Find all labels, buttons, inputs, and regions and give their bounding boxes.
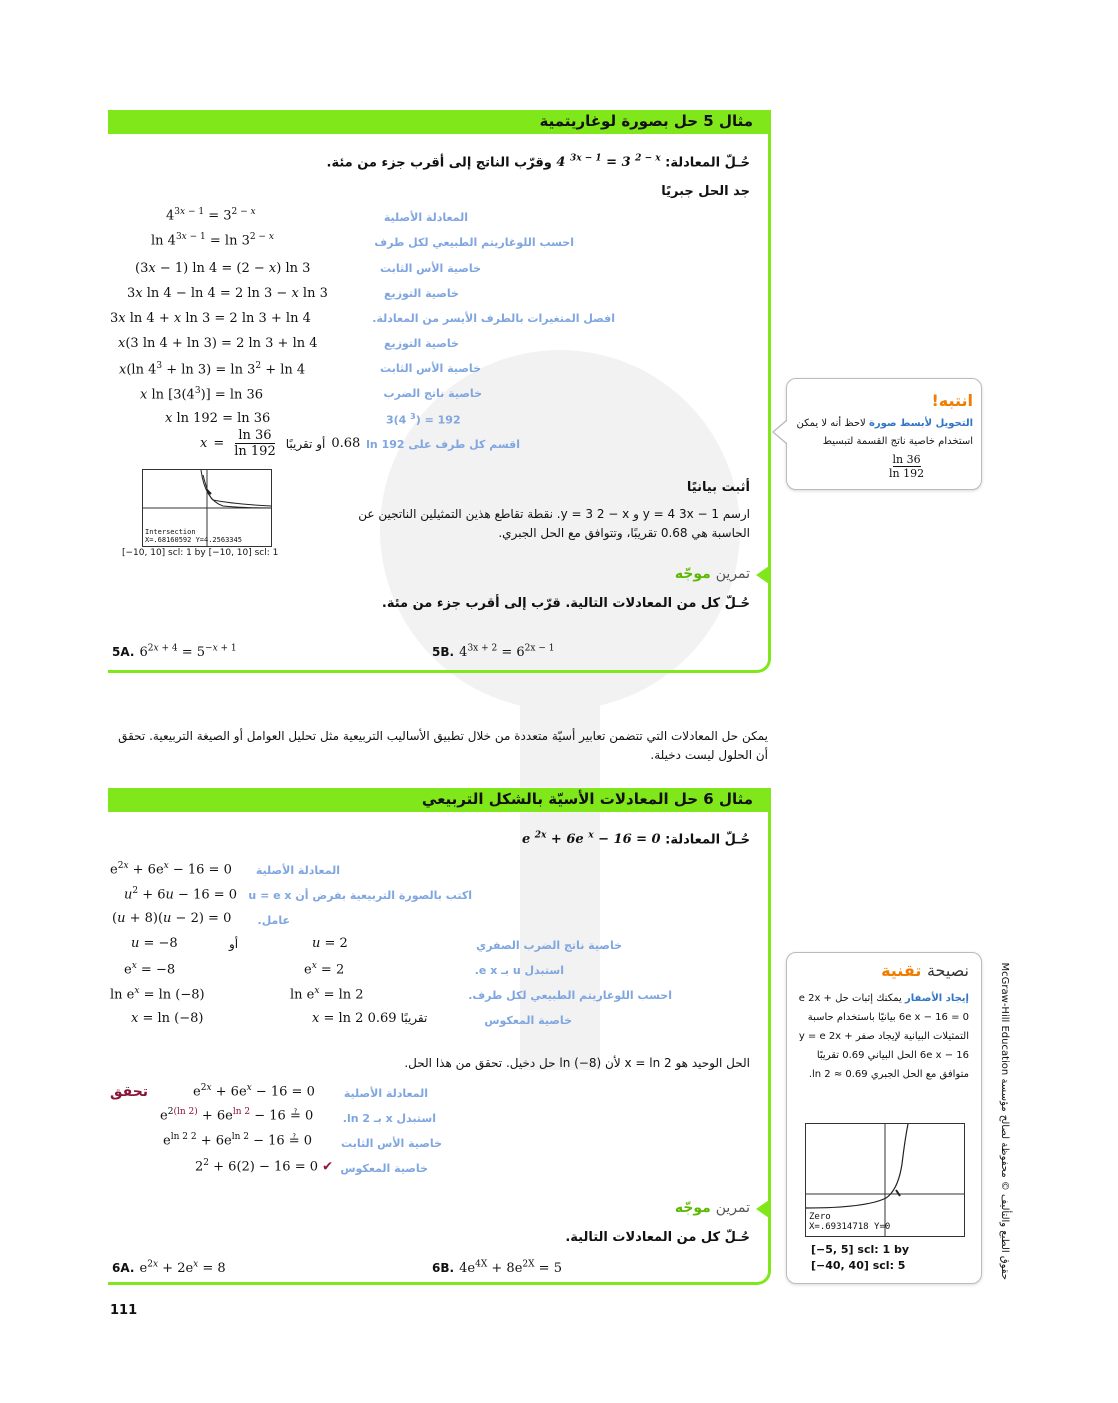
calc-line-1: Intersection [145, 528, 196, 536]
vertical-credit-text: حقوق الطبع والتأليف © محفوظة لصالح مؤسسة McGraw-Hill Education [999, 962, 1010, 1280]
example5-prompt [327, 154, 750, 170]
fraction-num: ln 36 [892, 453, 921, 466]
ex6-prompt-label: حُـلّ المعادلة: [665, 832, 750, 848]
ex6-step-2-math: $u^2 + 6u - 16 = 0$ [124, 886, 238, 903]
ex6-split-1-or: أو [229, 937, 239, 951]
ex6-step-1-label: المعادلة الأصلية [255, 864, 340, 877]
ex6-step-1-math: $e^{2x} + 6e^x - 16 = 0$ [110, 861, 232, 878]
ex5-step-8-label: خاصية ناتج الضرب [383, 387, 482, 400]
example5-title: مثال 5 حل بصورة لوغاريتمية [539, 112, 753, 130]
example6-prompt [522, 831, 750, 847]
ex6-split-4-label: خاصية المعكوس [484, 1014, 572, 1027]
guided6-word: موجّه [674, 1200, 711, 1216]
ex5-step-9-label: 3(4 $^3$) = 192 [386, 412, 461, 427]
ex6-split-3-label: احسب اللوغاريتم الطبيعي لكل طرف. [468, 989, 672, 1002]
ex5-step-7-math: x(ln $4^3 + \ln 3) = \ln 3^2 + \ln 4$ [119, 361, 306, 378]
ex6-split-1-left: u = −8 [131, 936, 178, 951]
page-number: 111 [110, 1303, 138, 1318]
tech-tip-body: يمكنك إثبات حل e 2x + 6e x − 16 = 0 بيانيًا باستخدام حاسبة التمثيلات البيانية لإيجاد صفر y = e 2x + 6e x − 16 الحل البياني 0.69 تقريبًا متوافق مع الحل الجبري ln 2 ≈ 0.69. [798, 993, 969, 1080]
problem-6a-equation: $e^{2x} + 2e^x = 8$ [139, 1259, 226, 1276]
practice6-tab [756, 1200, 769, 1218]
ex5-step-9-math: x ln 192 = ln 36 [165, 411, 271, 426]
check-mark-icon: ✔ [322, 1159, 334, 1175]
ex5-step-10-label: اقسم كل طرف على ln 192 [366, 438, 520, 451]
tech-tip-subtitle: إيجاد الأصفار [904, 993, 969, 1004]
practice6-instructions: حُـلّ كل من المعادلات التالية. [565, 1230, 750, 1245]
ex6-step-2-label: اكتب بالصورة التربيعية بفرض أن u = e x [248, 889, 472, 902]
ex5-step-3-math: (3x − 1) ln 4 = (2 − x) ln 3 [135, 261, 311, 276]
problem-5b-label: 5B. [432, 645, 455, 659]
ex6-split-2-left: $e^x = -8$ [124, 961, 176, 978]
tech-tip-text [797, 989, 969, 1084]
ex5-step-2-label: احسب اللوغاريتم الطبيعي لكل طرف [374, 236, 574, 249]
watch-out-subtitle: التحويل لأبسط صورة [868, 418, 973, 429]
practice-word: تمرين [715, 566, 750, 582]
ex5-step-7-label: خاصية الأس الثابت [380, 362, 481, 375]
ex5-step-4-label: خاصية التوزيع [384, 287, 459, 300]
problem-5a-equation: $6^{2x + 4} = 5^{-x + 1}$ [139, 643, 237, 660]
problem-6b [432, 1257, 562, 1276]
check-word: تحقق [110, 1084, 149, 1100]
watch-out-fraction [889, 453, 924, 480]
example5-header [108, 110, 771, 134]
prompt-equation: 4 $^{3x - 1}$ = 3 $^{2 - x}$ [556, 154, 661, 171]
prompt-label: حُـلّ المعادلة: [665, 155, 750, 171]
ex6-step-3-math: (u + 8)(u − 2) = 0 [112, 911, 232, 926]
ex5-step-1-label: المعادلة الأصلية [383, 211, 468, 224]
ex5-calculator-screen [142, 469, 272, 547]
prompt-rest: وقرّب الناتج إلى أقرب جزء من مئة. [326, 155, 552, 171]
ex5-step-10-math: x = ln 36 ln 192 أو تقريبًا 0.68 [200, 428, 361, 459]
tech-word: تقنية [881, 961, 922, 980]
tech-caption-1: [−5, 5] scl: 1 by [811, 1243, 910, 1256]
ex5-step-4-math: 3x ln 4 − ln 4 = 2 ln 3 − x ln 3 [127, 286, 328, 301]
graph-text: ارسم y = 4 3x − 1 و y = 3 2 − x. نقطة تقاطع هذين التمثيلين الناتجين عن الحاسبة هي 0.68 تقريبًا، وتتوافق مع الحل الجبري. [358, 507, 750, 540]
check-3-math: $e^{ln 2 2} + 6e^{ln 2} - 16$ ≟ 0 [163, 1132, 313, 1149]
fraction-den: ln 192 [889, 467, 925, 480]
ex6-split-4-left: x = ln (−8) [131, 1011, 204, 1026]
ex6-split-2-right: $e^x = 2$ [304, 961, 345, 978]
problem-5b-equation: $4^{3x + 2} = 6^{2x - 1}$ [459, 643, 555, 660]
tech-calculator-screen [805, 1123, 965, 1237]
check-4-math: $2^2 + 6(2) - 16 = 0$ ✔ [195, 1158, 334, 1175]
ex5-calc-caption: [−10, 10] scl: 1 by [−10, 10] scl: 1 [122, 548, 279, 558]
ex6-prompt-equation: e $^{2x}$ + 6e $^x$ − 16 = 0 [521, 831, 661, 848]
tech-tip-word: نصيحة [926, 961, 969, 980]
vertical-credit [1000, 950, 1020, 1280]
problem-5a [112, 641, 237, 660]
problem-5b [432, 641, 554, 660]
problem-6b-equation: $4e^{4X} + 8e^{2X} = 5$ [459, 1259, 562, 1276]
practice5-tab [756, 566, 769, 584]
tech-tip-title [881, 961, 969, 980]
tech-calc-line-1: Zero [809, 1212, 831, 1222]
ex5-step-6-math: x(3 ln 4 + ln 3) = 2 ln 3 + ln 4 [118, 336, 318, 351]
problem-6a-label: 6A. [112, 1261, 135, 1275]
problem-6b-label: 6B. [432, 1261, 455, 1275]
watch-out-text [793, 415, 973, 451]
graph-title: أثبت بيانيًا [686, 480, 750, 495]
check-1-math: $e^{2x} + 6e^x - 16 = 0$ [193, 1083, 315, 1100]
calc-line-2: X=.68160592 Y=4.2563345 [145, 536, 242, 544]
tech-tip-box [786, 952, 982, 1284]
problem-6a [112, 1257, 226, 1276]
intro-paragraph: يمكن حل المعادلات التي تتضمن تعابير أسيّة متعددة من خلال تطبيق الأساليب التربيعية مثل تحليل العوامل أو الصيغة التربيعية. تحقق أن الحلول ليست دخيلة. [118, 729, 768, 762]
check-1-label: المعادلة الأصلية [343, 1087, 428, 1100]
check-4-label: خاصية المعكوس [340, 1162, 428, 1175]
practice6-word: تمرين [715, 1200, 750, 1216]
ex6-step-3-label: عامل. [257, 914, 290, 927]
tech-caption-2: [−40, 40] scl: 5 [811, 1259, 906, 1272]
watch-out-body: لاحظ أنه لا يمكن استخدام خاصية ناتج القسمة لتبسيط [796, 418, 973, 447]
check-2-label: استبدل x بـ ln 2. [342, 1112, 436, 1125]
watch-out-title: انتبه! [931, 391, 973, 410]
ex5-step-1-math: $4^{3x - 1} = 3^{2 - x}$ [166, 207, 256, 224]
ex5-step-2-math: $\ln 4^{3x - 1} = \ln 3^{2 - x}$ [151, 232, 274, 249]
ex6-split-3-left: $\ln e^x = \ln (-8)$ [110, 986, 205, 1003]
tech-calc-line-2: X=.69314718 Y=0 [809, 1222, 891, 1232]
practice5-title [675, 566, 750, 582]
algebra-title: جد الحل جبريًا [661, 184, 750, 199]
ex6-split-3-right: $\ln e^x = \ln 2$ [290, 986, 364, 1003]
practice6-title [675, 1200, 750, 1216]
check-2-math: $e^{2(ln 2)} + 6e^{ln 2} - 16$ ≟ 0 [160, 1107, 314, 1124]
only-solution: الحل الوحيد هو x = ln 2 لأن ln (−8) حل دخيل. تحقق من هذا الحل. [404, 1056, 750, 1070]
check-3-label: خاصية الأس الثابت [341, 1137, 442, 1150]
problem-5a-label: 5A. [112, 645, 135, 659]
ex6-split-1-label: خاصية ناتج الضرب الصفري [476, 939, 622, 952]
ex5-step-6-label: خاصية التوزيع [384, 337, 459, 350]
example6-title: مثال 6 حل المعادلات الأسيّة بالشكل التربيعي [421, 790, 753, 808]
example6-header [108, 788, 771, 812]
ex6-split-2-label: استبدل u بـ e x. [474, 964, 564, 977]
watch-out-pointer-fill [774, 421, 787, 443]
guided-word: موجّه [674, 566, 711, 582]
ex5-step-8-math: x $\ln [3(4^3)] = \ln 36$ [140, 386, 264, 403]
ex5-step-3-label: خاصية الأس الثابت [380, 262, 481, 275]
ex6-split-4-right: x = ln 2 تقريبًا 0.69 [312, 1011, 428, 1026]
ex5-step-5-math: 3x ln 4 + x ln 3 = 2 ln 3 + ln 4 [110, 311, 311, 326]
practice5-instructions: حُـلّ كل من المعادلات التالية. قرّب إلى أقرب جزء من مئة. [381, 596, 750, 611]
ex6-split-1-right: u = 2 [312, 936, 348, 951]
watch-out-box [786, 378, 982, 490]
ex5-step-5-label: افصل المتغيرات بالطرف الأيسر من المعادلة. [372, 312, 615, 325]
